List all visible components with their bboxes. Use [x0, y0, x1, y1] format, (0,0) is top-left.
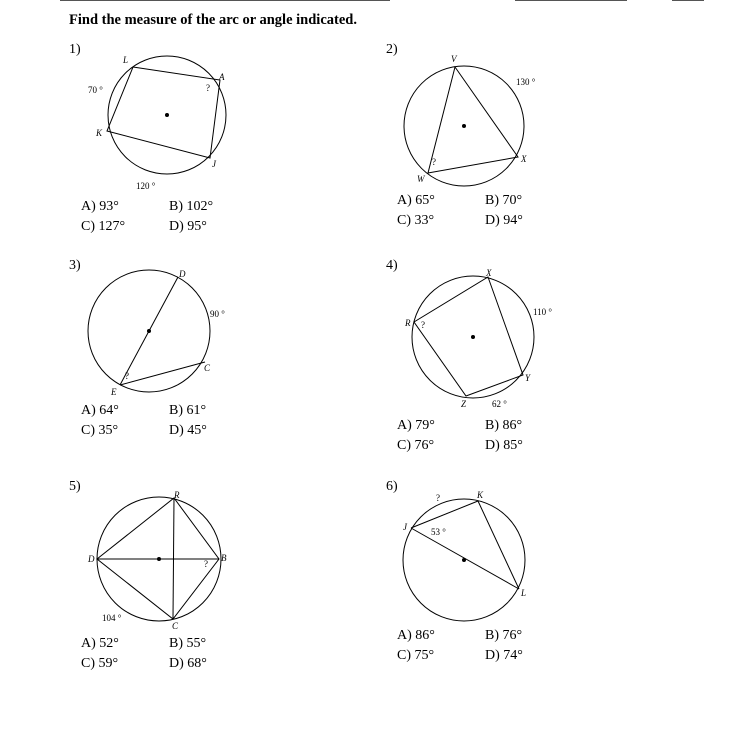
problem-6-chord-KL [478, 501, 519, 589]
problem-4-unknown: ? [421, 320, 425, 330]
problem-3-choice-a: A) 64° [81, 403, 119, 418]
problem-3-arc-90: 90 ° [210, 309, 225, 319]
problem-2-label-X: X [521, 154, 527, 164]
problem-2-arc-130: 130 ° [516, 77, 536, 87]
problem-2-choice-a: A) 65° [397, 193, 435, 208]
problem-2-choices [397, 192, 565, 230]
problem-4-choice-b: B) 86° [485, 418, 523, 433]
problem-3-center [147, 329, 151, 333]
problem-4-quadrilateral [414, 277, 523, 396]
problem-6-center [462, 558, 466, 562]
problem-6-label-K: K [477, 490, 484, 500]
problem-6-choice-d: D) 74° [485, 648, 523, 663]
problem-1-label-K: K [96, 128, 103, 138]
problem-6-choice-c: C) 75° [397, 648, 435, 663]
problem-1-choice-d: D) 95° [169, 219, 207, 234]
problem-5-choice-a: A) 52° [81, 636, 119, 651]
problem-2-choice-d: D) 94° [485, 213, 523, 228]
problem-2-choice-b: B) 70° [485, 193, 523, 208]
problem-5-chord-RC [173, 498, 174, 619]
problem-1-label-J: J [212, 159, 216, 169]
problem-4-choices [397, 417, 565, 455]
problem-4-label-Z: Z [461, 399, 467, 409]
problem-4-center [471, 335, 475, 339]
problem-6-unknown: ? [436, 493, 440, 503]
problem-5-number: 5) [69, 479, 81, 494]
problem-1-arc-70: 70 ° [88, 85, 103, 95]
problem-6-choice-a: A) 86° [397, 628, 435, 643]
problem-5-choices [81, 635, 249, 673]
problem-2-choice-c: C) 33° [397, 213, 435, 228]
problem-5-choice-b: B) 55° [169, 636, 207, 651]
problem-6-number: 6) [386, 479, 398, 494]
problem-5-figure [80, 488, 245, 633]
problem-3-figure [80, 265, 240, 400]
problem-4-figure [400, 265, 565, 415]
problem-3-label-D: D [179, 269, 186, 279]
problem-5-label-B: B [221, 553, 227, 563]
problem-1-quadrilateral [107, 67, 220, 158]
problem-1-choice-a: A) 93° [81, 199, 119, 214]
problem-5-unknown: ? [204, 559, 208, 569]
problem-1-number: 1) [69, 42, 81, 57]
problem-2-number: 2) [386, 42, 398, 57]
problem-1-arc-120: 120 ° [136, 181, 156, 191]
problem-6-chord-JK [411, 501, 478, 528]
problem-5-choice-c: C) 59° [81, 656, 119, 671]
problem-3-label-E: E [111, 387, 117, 397]
problem-6-figure [400, 488, 545, 633]
problem-4-choice-d: D) 85° [485, 438, 523, 453]
problem-4-arc-62: 62 ° [492, 399, 507, 409]
problem-4-arc-110: 110 ° [533, 307, 553, 317]
problem-6-label-J: J [403, 522, 407, 532]
problem-3-choice-c: C) 35° [81, 423, 119, 438]
problem-1-choice-b: B) 102° [169, 199, 214, 214]
problem-3-label-C: C [204, 363, 211, 373]
problem-5-label-R: R [174, 490, 180, 500]
problem-5-arc-104: 104 ° [102, 613, 122, 623]
problem-5-label-D: D [88, 554, 95, 564]
problem-2-center [462, 124, 466, 128]
problem-3-unknown: ? [125, 371, 129, 381]
problem-4-number: 4) [386, 258, 398, 273]
worksheet-title: Find the measure of the arc or angle indicated. [69, 12, 357, 28]
problem-3-choice-d: D) 45° [169, 423, 207, 438]
problem-1-choices [81, 198, 249, 236]
problem-4-label-Y: Y [525, 373, 531, 383]
problem-5-choice-d: D) 68° [169, 656, 207, 671]
problem-4-choice-a: A) 79° [397, 418, 435, 433]
top-rule-mid [515, 0, 627, 1]
top-rule-left [60, 0, 390, 1]
problem-6-choices [397, 627, 565, 665]
problem-1-figure [80, 50, 240, 195]
problem-4-label-R: R [405, 318, 411, 328]
problem-1-choice-c: C) 127° [81, 219, 126, 234]
problem-1-unknown: ? [206, 83, 210, 93]
problem-2-unknown: ? [432, 157, 436, 167]
problem-6-choice-b: B) 76° [485, 628, 523, 643]
problem-3-choices [81, 402, 249, 440]
problem-3-number: 3) [69, 258, 81, 273]
problem-4-choice-c: C) 76° [397, 438, 435, 453]
problem-6-label-L: L [521, 588, 527, 598]
problem-6-angle-53: 53 ° [431, 527, 446, 537]
problem-2-triangle [428, 67, 518, 173]
problem-2-label-W: W [417, 174, 425, 184]
top-rule-right [672, 0, 704, 1]
problem-5-label-C: C [172, 621, 179, 631]
problem-1-label-A: A [219, 72, 225, 82]
problem-5-center [157, 557, 161, 561]
problem-2-figure [400, 50, 550, 190]
problem-2-label-V: V [451, 54, 457, 64]
problem-1-center [165, 113, 169, 117]
problem-3-choice-b: B) 61° [169, 403, 207, 418]
problem-4-label-X: X [486, 268, 492, 278]
problem-1-label-L: L [123, 55, 129, 65]
